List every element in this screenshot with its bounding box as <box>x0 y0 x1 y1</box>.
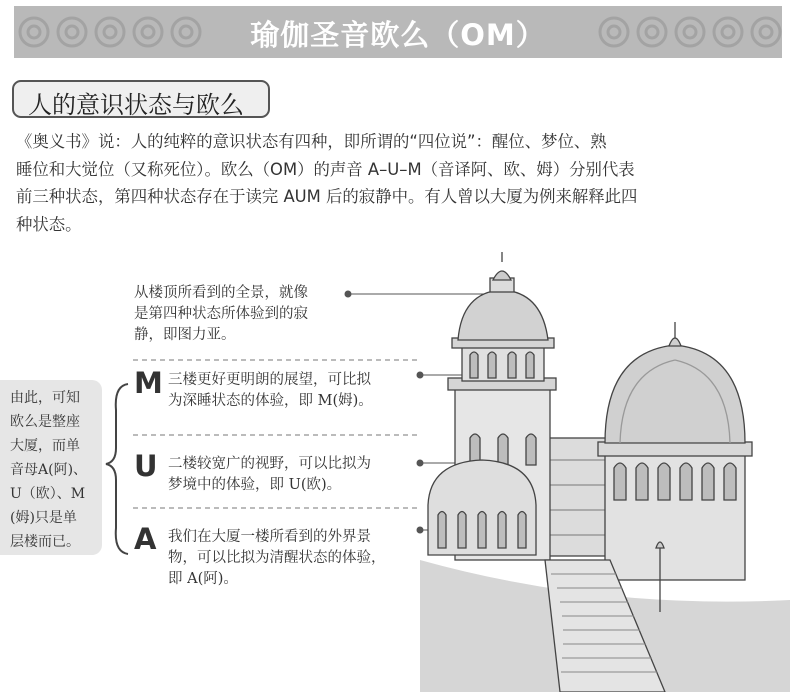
sidebar-line: 大厦，而单 <box>10 438 80 454</box>
sidebar-line: (姆)只是单 <box>10 510 77 526</box>
annotation-line: 从楼顶所看到的全景，就像 <box>134 285 308 301</box>
sidebar-note <box>0 380 102 555</box>
annotation-line: 二楼较宽广的视野，可以比拟为 <box>168 456 371 472</box>
sidebar-text <box>10 386 87 554</box>
letter-a: A <box>134 522 157 556</box>
sidebar-line: U（欧）、M <box>10 486 86 502</box>
intro-line: 种状态。 <box>16 214 82 234</box>
page-title: 瑜伽圣音欧么（OM） <box>250 18 546 52</box>
intro-line: 睡位和大觉位（又称死位）。欧么（OM）的声音 A–U–M（音译阿、欧、姆）分别代表 <box>16 159 635 179</box>
letter-u: U <box>134 449 158 483</box>
intro-line: 前三种状态，第四种状态存在于读完 AUM 后的寂静中。有人曾以大厦为例来解释此四 <box>16 187 638 206</box>
annotation-line: 静，即图力亚。 <box>134 327 236 343</box>
section-heading: 人的意识状态与欧么 <box>28 91 244 119</box>
annotation-line: 是第四种状态所体验到的寂 <box>134 306 308 322</box>
annotation-a <box>168 527 386 590</box>
annotation-line: 物，可以比拟为清醒状态的体验， <box>168 550 386 566</box>
sidebar-line: 音母A(阿)、 <box>10 462 88 478</box>
annotation-u <box>168 454 371 496</box>
letter-m: M <box>134 366 163 400</box>
annotation-top <box>134 283 308 346</box>
sidebar-line: 欧么是整座 <box>10 414 80 430</box>
sidebar-line: 由此，可知 <box>10 390 80 406</box>
sidebar-line: 层楼而已。 <box>10 534 80 550</box>
annotation-line: 梦境中的体验，即 U(欧)。 <box>168 477 342 493</box>
annotation-line: 即 A(阿)。 <box>168 571 238 587</box>
intro-line: 《奥义书》说：人的纯粹的意识状态有四种，即所谓的“四位说”：醒位、梦位、熟 <box>16 132 607 151</box>
annotation-line: 三楼更好更明朗的展望，可比拟 <box>168 372 371 388</box>
annotation-line: 我们在大厦一楼所看到的外界景 <box>168 529 371 545</box>
annotation-line: 为深睡状态的体验，即 M(姆)。 <box>168 393 373 409</box>
annotation-m <box>168 370 373 412</box>
